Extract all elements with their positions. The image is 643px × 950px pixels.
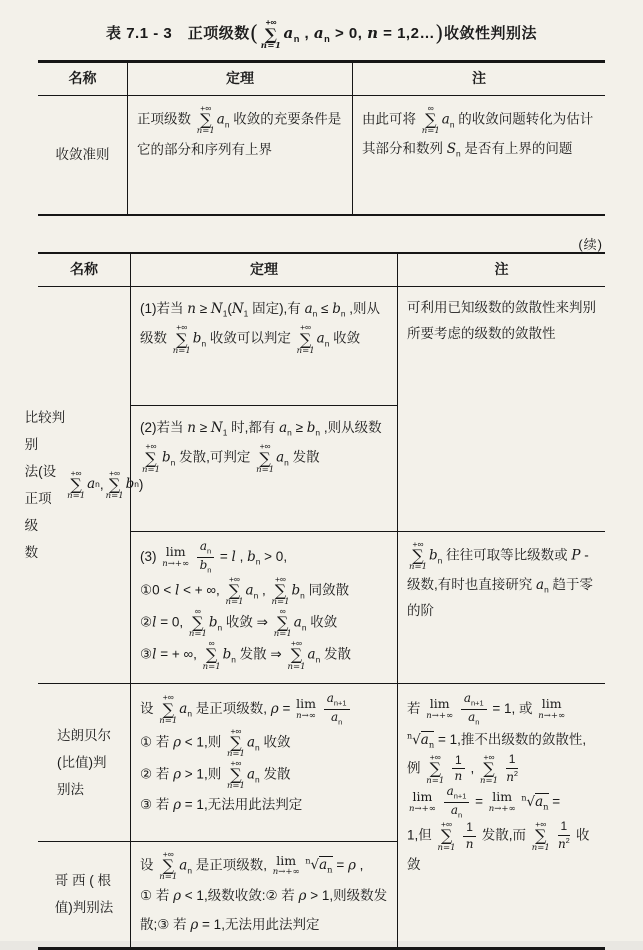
column-header-theorem: 定理 — [130, 254, 397, 287]
theorem-comparison-3: (3) lim n→+∞ $\frac{a_n}{b_n}$ = l , $b_n > 0$, ①0 < l < + ∞, +∞ ∑ n=1 $a_n$ , +∞ ∑ n=1 $b_n$ 同敛散 ②l = 0, ∞ ∑ n=1 $b_n$ 收敛 ⇒ ∞ ∑ n=1 $a_n$ 收敛 ③l = + ∞, ∞ ∑ n=1 $b_n$ 发散 ⇒ +∞ ∑ n=1 $a_n$ 发散 — [130, 531, 397, 683]
row-name-convergence-criterion: 收敛准则 — [55, 147, 110, 163]
theorem-convergence-criterion: 正项级数 +∞ ∑ n=1 $a_n$ 收敛的充要条件是它的部分和序列有上界 — [127, 96, 352, 214]
table-tests-continued — [24, 252, 605, 950]
continued-mark: (续) — [578, 236, 603, 252]
theorem-comparison-2: (2)若当 $n \ge N_1$ 时,都有 $a_n \ge b_n$ ,则从级数 +∞ ∑ n=1 $b_n$ 发散,可判定 +∞ ∑ n=1 $a_n$ 发散 — [130, 405, 397, 531]
note-ratio-root-tests: 若 lim n→+∞ $\frac{a_{n+1}}{a_n}$ = 1, 或 lim n→+∞ $^n√a_n = 1$,推不出级数的敛散性, 例 +∞ ∑ n=1 $\frac{1}{n}$ , +∞ ∑ n=1 $\frac{1}{n^2}$ lim n→+∞ $\frac{a_{n+1}}{a_n}$ = lim n→+∞ $^n√a_n$ = 1,但 +∞ ∑ n=1 $\frac{1}{n}$ 发散,而 +∞ ∑ n=1 $\frac{1}{n^2}$ 收敛 — [397, 683, 605, 948]
note-comparison-3: +∞ ∑ n=1 $b_n$ 往往可取等比级数或 P - 级数,有时也直接研究 $a_n$ 趋于零的阶 — [397, 531, 605, 683]
column-header-note: 注 — [352, 63, 605, 96]
row-name-cauchy-root-test: 哥 西 ( 根 值)判别法 — [38, 841, 130, 948]
table-convergence-criterion — [38, 60, 605, 216]
note-convergence-criterion: 由此可将 ∞ ∑ n=1 $a_n$ 的收敛问题转化为估计其部分和数列 $S_n$ 是否有上界的问题 — [352, 96, 605, 214]
table-caption: 表 7.1 - 3 正项级数( +∞ ∑ n=1 $a_n$ , $a_n > 0$, n = 1,2…)收敛性判别法 — [106, 17, 537, 51]
column-header-name: 名称 — [38, 63, 127, 96]
theorem-dalembert: 设 +∞ ∑ n=1 $a_n$ 是正项级数, ρ = lim n→∞ $\frac{a_{n+1}}{a_n}$ ① 若 ρ < 1,则 +∞ ∑ n=1 $a_n$ 收敛 ② 若 ρ > 1,则 +∞ ∑ n=1 $a_n$ 发散 ③ 若 ρ = 1,无法用此法判定 — [130, 683, 397, 841]
theorem-cauchy: 设 +∞ ∑ n=1 $a_n$ 是正项级数, lim n→+∞ $^n√a_n = \rho$ , ① 若 ρ < 1,级数收敛:② 若 ρ > 1,则级数发散;③ 若 ρ = 1,无法用此法判定 — [130, 841, 397, 948]
column-header-name: 名称 — [38, 254, 130, 287]
column-header-theorem: 定理 — [127, 63, 352, 96]
row-name-comparison-test: 比较判别 法(设正项 级 数 +∞ ∑ n=1 a n , +∞ ∑ n=1 b n ) — [24, 409, 144, 560]
row-name-dalembert-ratio-test: 达朗贝尔 (比值)判 别法 — [38, 683, 130, 841]
note-comparison-1-2: 可利用已知级数的敛散性来判别所要考虑的级数的敛散性 — [397, 287, 605, 531]
theorem-comparison-1: (1)若当 $n \ge N_1(N_1$ 固定),有 $a_n \le b_n$ ,则从级数 +∞ ∑ n=1 $b_n$ 收敛可以判定 +∞ ∑ n=1 $a_n$ 收敛 — [130, 287, 397, 405]
column-header-note: 注 — [397, 254, 605, 287]
